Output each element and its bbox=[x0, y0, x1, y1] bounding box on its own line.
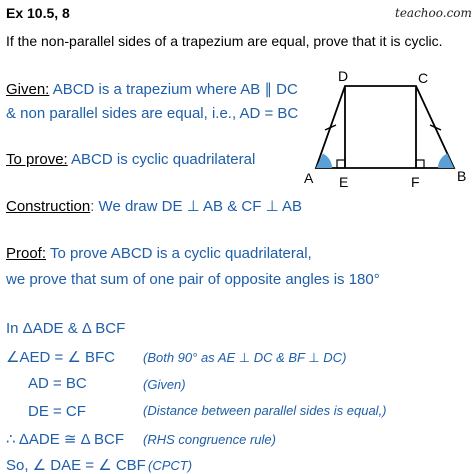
vertex-label-f: F bbox=[411, 174, 420, 190]
stmt-ad-bc: AD = BC bbox=[28, 375, 87, 392]
congruence-intro: In ΔADE & Δ BCF bbox=[6, 320, 126, 337]
vertex-label-c: C bbox=[418, 70, 429, 86]
reason-de-cf: (Distance between parallel sides is equal,) bbox=[143, 403, 387, 418]
right-angle-mark-e bbox=[337, 160, 345, 168]
brand-logo: teachoo.com bbox=[395, 6, 472, 20]
proof-label: Proof: bbox=[6, 245, 47, 262]
reason-angle-aed: (Both 90° as AE ⊥ DC & BF ⊥ DC) bbox=[143, 350, 347, 365]
construction-label: Construction bbox=[6, 198, 91, 215]
given-line-2: & non parallel sides are equal, i.e., AD = BC bbox=[6, 105, 299, 122]
to-prove-text: ABCD is cyclic quadrilateral bbox=[71, 151, 256, 168]
stmt-angle-aed: ∠AED = ∠ BFC bbox=[6, 349, 115, 366]
reason-cpct: (CPCT) bbox=[148, 458, 193, 473]
right-angle-mark-f bbox=[416, 160, 424, 168]
vertex-label-d: D bbox=[338, 68, 349, 84]
exercise-number: Ex 10.5, 8 bbox=[6, 5, 70, 21]
vertex-label-a: A bbox=[304, 170, 314, 186]
vertex-label-e: E bbox=[339, 174, 349, 190]
given-label: Given: bbox=[6, 81, 50, 98]
construction-text: : We draw DE ⊥ AB & CF ⊥ AB bbox=[90, 198, 302, 215]
given-line-1: ABCD is a trapezium where AB ∥ DC bbox=[52, 81, 298, 98]
to-prove-label: To prove: bbox=[6, 151, 68, 168]
vertex-label-b: B bbox=[457, 168, 467, 184]
question-text: If the non-parallel sides of a trapezium are equal, prove that it is cyclic. bbox=[6, 33, 443, 49]
stmt-cpct: So, ∠ DAE = ∠ CBF bbox=[6, 457, 146, 474]
proof-line-2: we prove that sum of one pair of opposite angles is 180° bbox=[6, 271, 380, 288]
proof-line-1: To prove ABCD is a cyclic quadrilateral, bbox=[49, 245, 312, 262]
stmt-congruent: ∴ ΔADE ≅ Δ BCF bbox=[6, 431, 125, 448]
stmt-de-cf: DE = CF bbox=[28, 403, 86, 420]
reason-ad-bc: (Given) bbox=[143, 377, 186, 392]
reason-congruent: (RHS congruence rule) bbox=[143, 432, 276, 447]
